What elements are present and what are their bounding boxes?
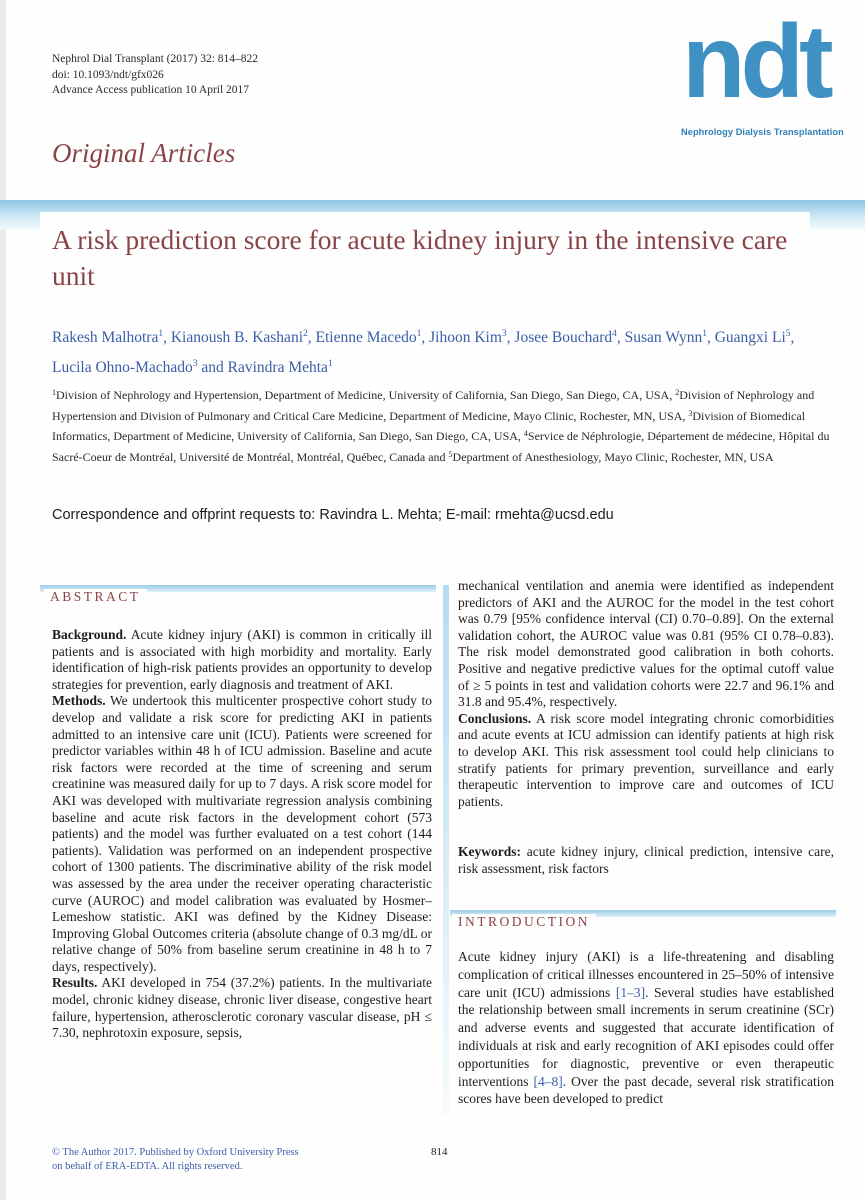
author[interactable]: Susan Wynn$^1$ [624,329,707,346]
section-heading: Original Articles [52,138,236,168]
author[interactable]: Etienne Macedo$^1$ [315,329,422,346]
article-title: A risk prediction score for acute kidney injury in the intensive care unit [52,224,788,291]
author[interactable]: Kianoush B. Kashani$^2$ [170,329,308,346]
abstract-conclusions: Conclusions. A risk score model integrating chronic comorbidities and acute events at ICU admission can identify patients at high risk to develop AKI. This risk assessment tool could help clinicians to stratify patients for primary prevention, surveillance and early therapeutic intervention to improve care and outcomes of ICU patients. [458,710,834,809]
author[interactable]: Jihoon Kim$^3$ [429,329,507,346]
affiliations: $^1$Division of Nephrology and Hypertension, Department of Medicine, University of California, San Diego, San Diego, CA, USA, $^2$Division of Nephrology and Hypertension and Division of Pulmonary and Critical Care Medicine, Department of Medicine, Mayo Clinic, Rochester, MN, USA, $^3$Division of Biomedical Informatics, Department of Medicine, University of California, San Diego, San Diego, CA, USA, $^4$Service de Néphrologie, Département de médecine, Hôpital du Sacré-Coeur de Montréal, Université de Montréal, Montréal, Québec, Canada and $^5$Department of Anesthesiology, Mayo Clinic, Rochester, MN, USA [52,388,830,464]
abstract-results-continued: mechanical ventilation and anemia were identified as independent predictors of AKI and the AUROC for the model in the test cohort was 0.79 [95% confidence interval (CI) 0.70–0.89]. On the external validation cohort, the AUROC value was 0.81 (95% CI 0.78–0.83). The risk model demonstrated good calibration in both cohorts. Positive and negative predictive values for the optimal cutoff value of ≥ 5 points in test and validation cohorts were 22.7 and 96.1% and 31.8 and 95.4%, respectively. [458,578,834,710]
abstract-heading: ABSTRACT [44,589,147,605]
doi-link[interactable]: doi: 10.1093/ndt/gfx026 [52,68,164,81]
abstract-background: Background. Acute kidney injury (AKI) is common in critically ill patients and is associated with high morbidity and mortality. Early identification of high-risk patients provides an opportunity to develop strategies for prevention, early diagnosis and treatment of AKI. [52,627,432,692]
author[interactable]: Josee Bouchard$^4$ [514,329,617,346]
page-number: 814 [431,1146,448,1158]
abstract-divider [443,585,449,1115]
abstract-results: Results. AKI developed in 754 (37.2%) patients. In the multivariate model, chronic kidney disease, chronic liver disease, congestive heart failure, hypertension, atherosclerotic coronary vascular disease, pH ≤ 7.30, nephrotoxin exposure, sepsis, [52,975,432,1041]
journal-citation: Nephrol Dial Transplant (2017) 32: 814–822 [52,53,259,65]
author[interactable]: Lucila Ohno-Machado$^3$ [52,359,198,376]
author[interactable]: Rakesh Malhotra$^1$ [52,329,164,346]
abstract-right-column [458,578,834,810]
copyright-notice: © The Author 2017. Published by Oxford University Press on behalf of ERA-EDTA. All rights reserved. [52,1147,299,1172]
correspondence: Correspondence and offprint requests to: Ravindra L. Mehta; E-mail: rmehta@ucsd.edu [52,507,614,523]
citation-link[interactable]: [1–3] [615,984,646,1000]
page-edge [0,0,6,1200]
author[interactable]: Guangxi Li$^5$ [714,329,791,346]
abstract-methods: Methods. We undertook this multicenter prospective cohort study to develop and validate a risk score for predicting AKI in patients admitted to an intensive care unit (ICU). Patients were screened for predictor variables within 48 h of ICU admission. Baseline and acute risk factors were recorded at the time of screening and serum creatinine was measured daily for up to 7 days. A risk score model for AKI was developed with multivariate regression analysis combining baseline and acute risk factors in the development cohort (573 patients) and the model was further evaluated on a test cohort (144 patients). Validation was performed on an independent prospective cohort of 1300 patients. The discriminative ability of the risk model was assessed by the area under the receiver operating characteristic curve (AUROC) and model calibration was evaluated by Hosmer–Lemeshow statistic. AKI was defined by the Kidney Disease: Improving Global Outcomes criteria (absolute change of 0.3 mg/dL or relative change of 50% from baseline serum creatinine in 48 h to 7 days, respectively). [52,693,432,974]
logo-subtitle: Nephrology Dialysis Transplantation [681,127,844,137]
author-list: Rakesh Malhotra$^1$, Kianoush B. Kashani$^2$, Etienne Macedo$^1$, Jihoon Kim$^3$, Josee Bouchard$^4$, Susan Wynn$^1$, Guangxi Li$^5$, Lucila Ohno-Machado$^3$ and Ravindra Mehta$^1$ [52,329,795,376]
introduction-heading: INTRODUCTION [452,914,596,930]
author[interactable]: Ravindra Mehta$^1$ [227,359,333,376]
keywords: Keywords: acute kidney injury, clinical prediction, intensive care, risk assessment, risk factors [458,844,834,876]
abstract-left-column [52,627,432,1042]
logo-letters: ndt [682,4,829,120]
journal-meta [52,52,258,99]
access-date: Advance Access publication 10 April 2017 [52,84,250,96]
introduction-text: Acute kidney injury (AKI) is a life-threatening and disabling complication of critical illnesses encountered in 25–50% of intensive care unit (ICU) admissions [1–3]. Several studies have established the relationship between small increments in serum creatinine (SCr) and adverse events and suggested that accurate identification of individuals at risk and early recognition of AKI episodes could offer opportunities for diagnostic, preventive or even therapeutic interventions [4–8]. Over the past decade, several risk stratification scores have been developed to predict [458,949,835,1107]
citation-link[interactable]: [4–8] [533,1073,563,1089]
ndt-logo [678,4,844,142]
